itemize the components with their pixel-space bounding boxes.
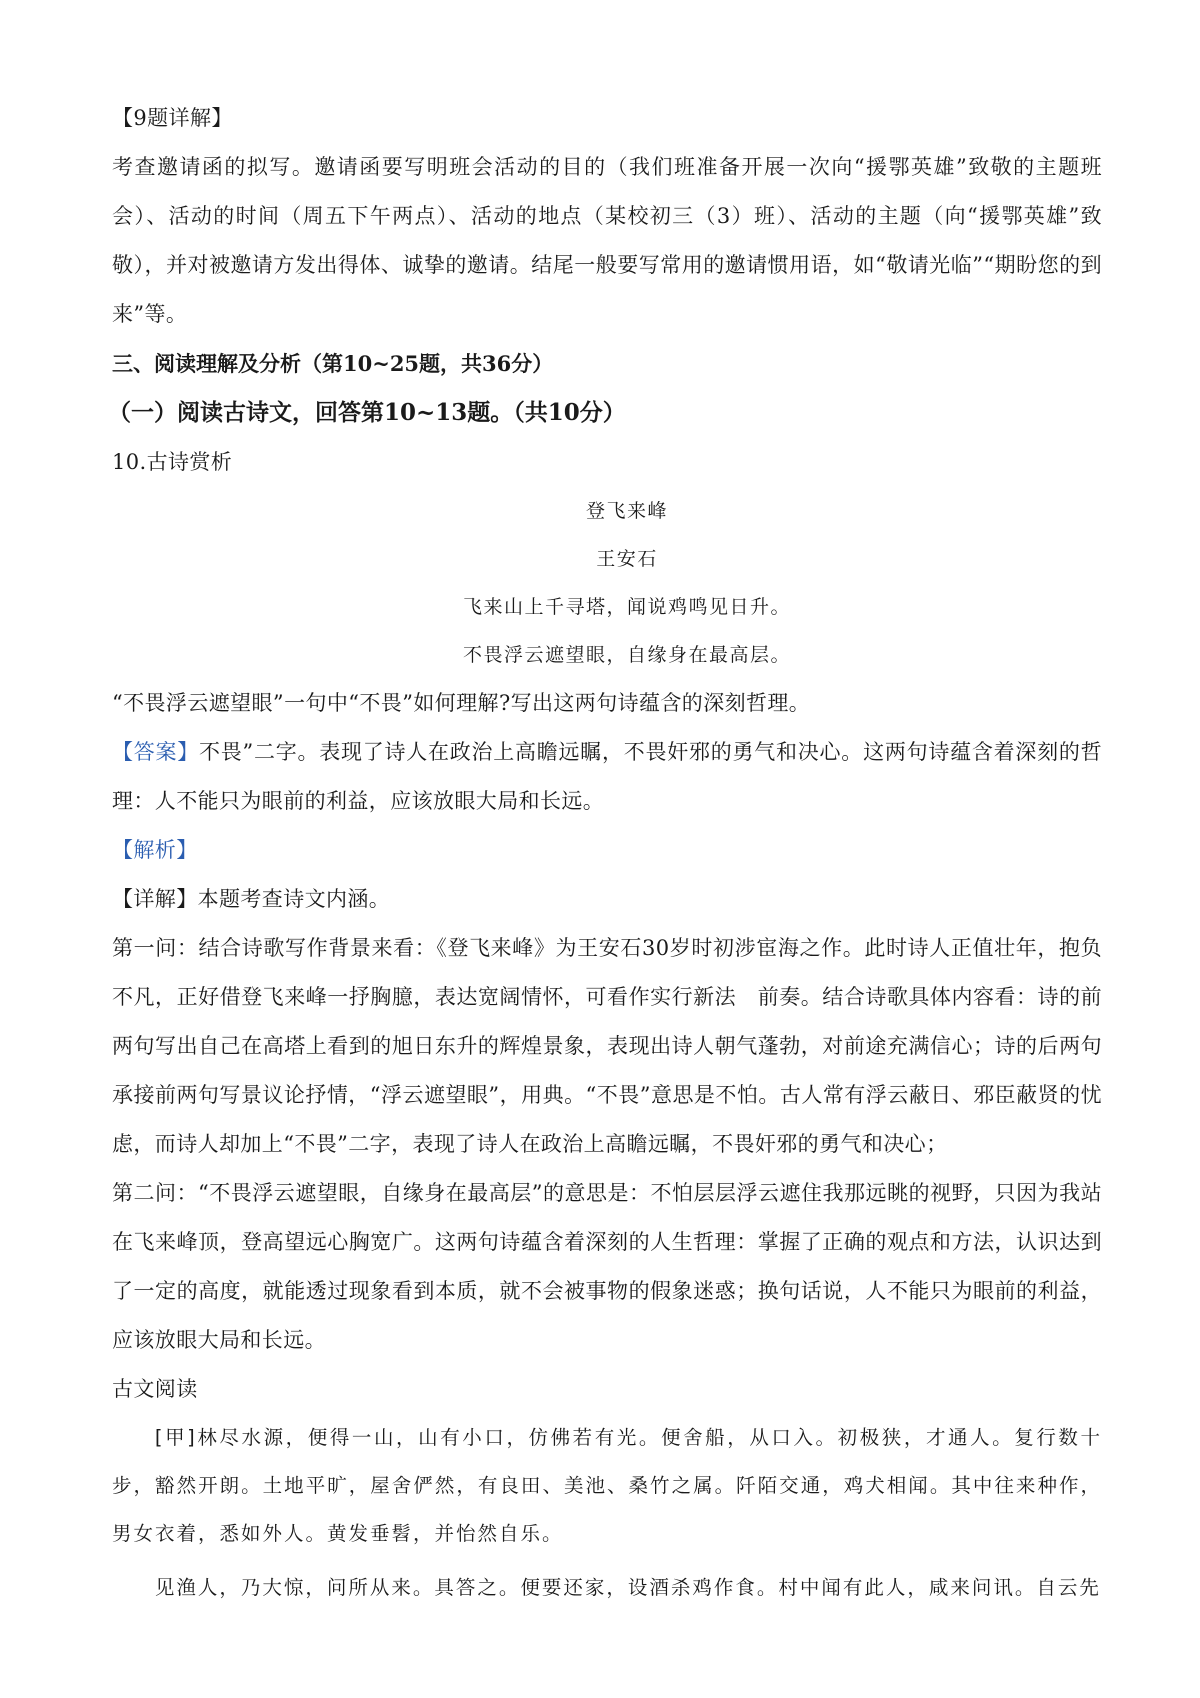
question-10-prompt: “不畏浮云遮望眼”一句中“不畏”如何理解?写出这两句诗蕴含的深刻哲理。 [112, 691, 811, 715]
question-10-label: 10.古诗赏析 [112, 450, 233, 474]
answer-block [112, 728, 1102, 826]
poem-line-2: 不畏浮云遮望眼，自缘身在最高层。 [462, 644, 791, 666]
analysis-part-1: 第一问：结合诗歌写作背景来看：《登飞来峰》为王安石30岁时初涉宦海之作。此时诗人正值壮年，抱负不凡，正好借登飞来峰一抒胸臆，表达宽阔情怀，可看作实行新法 前奏。结合诗歌具体内容看：诗的前两句写出自己在高塔上看到的旭日东升的辉煌景象，表现出诗人朝气蓬勃，对前途充满信心；诗的后两句承接前两句写景议论抒情，“浮云遮望眼”，用典。“不畏”意思是不怕。古人常有浮云蔽日、邪臣蔽贤的忧虑，而诗人却加上“不畏”二字，表现了诗人在政治上高瞻远瞩，不畏奸邪的勇气和决心； [112, 936, 1102, 1156]
q9-explanation: 考查邀请函的拟写。邀请函要写明班会活动的目的（我们班准备开展一次向“援鄂英雄”致敬的主题班会）、活动的时间（周五下午两点）、活动的地点（某校初三（3）班）、活动的主题（向“援鄂英雄”致敬），并对被邀请方发出得体、诚挚的邀请。结尾一般要写常用的邀请惯用语，如“敬请光临”“期盼您的到来”等。 [112, 155, 1102, 326]
classical-passage-1: [甲]林尽水源，便得一山，山有小口，仿佛若有光。便舍船，从口入。初极狭，才通人。复行数十步，豁然开朗。土地平旷，屋舍俨然，有良田、美池、桑竹之属。阡陌交通，鸡犬相闻。其中往来种作，男女衣着，悉如外人。黄发垂髫，并怡然自乐。 [112, 1426, 1102, 1545]
section-heading: 三、阅读理解及分析（第10~25题，共36分） [112, 351, 554, 376]
document-page [108, 94, 1102, 1612]
q9-title: 【9题详解】 [112, 106, 233, 130]
analysis-label: 【解析】 [112, 838, 198, 862]
answer-label: 【答案】 [112, 740, 200, 764]
analysis-part-2: 第二问：“不畏浮云遮望眼，自缘身在最高层”的意思是：不怕层层浮云遮住我那远眺的视野，只因为我站在飞来峰顶，登高望远心胸宽广。这两句诗蕴含着深刻的人生哲理：掌握了正确的观点和方法，认识达到了一定的高度，就能透过现象看到本质，就不会被事物的假象迷惑；换句话说，人不能只为眼前的利益，应该放眼大局和长远。 [112, 1181, 1102, 1352]
poem-title: 登飞来峰 [585, 500, 668, 522]
subsection-heading: （一）阅读古诗文，回答第10~13题。（共10分） [108, 399, 626, 426]
classical-passage-2: 见渔人，乃大惊，问所从来。具答之。便要还家，设酒杀鸡作食。村中闻有此人，咸来问讯。自云先 [154, 1576, 1101, 1599]
poem-author: 王安石 [596, 548, 658, 570]
poem-block [112, 487, 1102, 679]
detail-intro: 【详解】本题考查诗文内涵。 [112, 887, 391, 911]
answer-text: 不畏”二字。表现了诗人在政治上高瞻远瞩，不畏奸邪的勇气和决心。这两句诗蕴含着深刻的哲理：人不能只为眼前的利益，应该放眼大局和长远。 [112, 740, 1102, 813]
poem-line-1: 飞来山上千寻塔，闻说鸡鸣见日升。 [462, 596, 791, 618]
classical-reading-label: 古文阅读 [112, 1377, 198, 1401]
